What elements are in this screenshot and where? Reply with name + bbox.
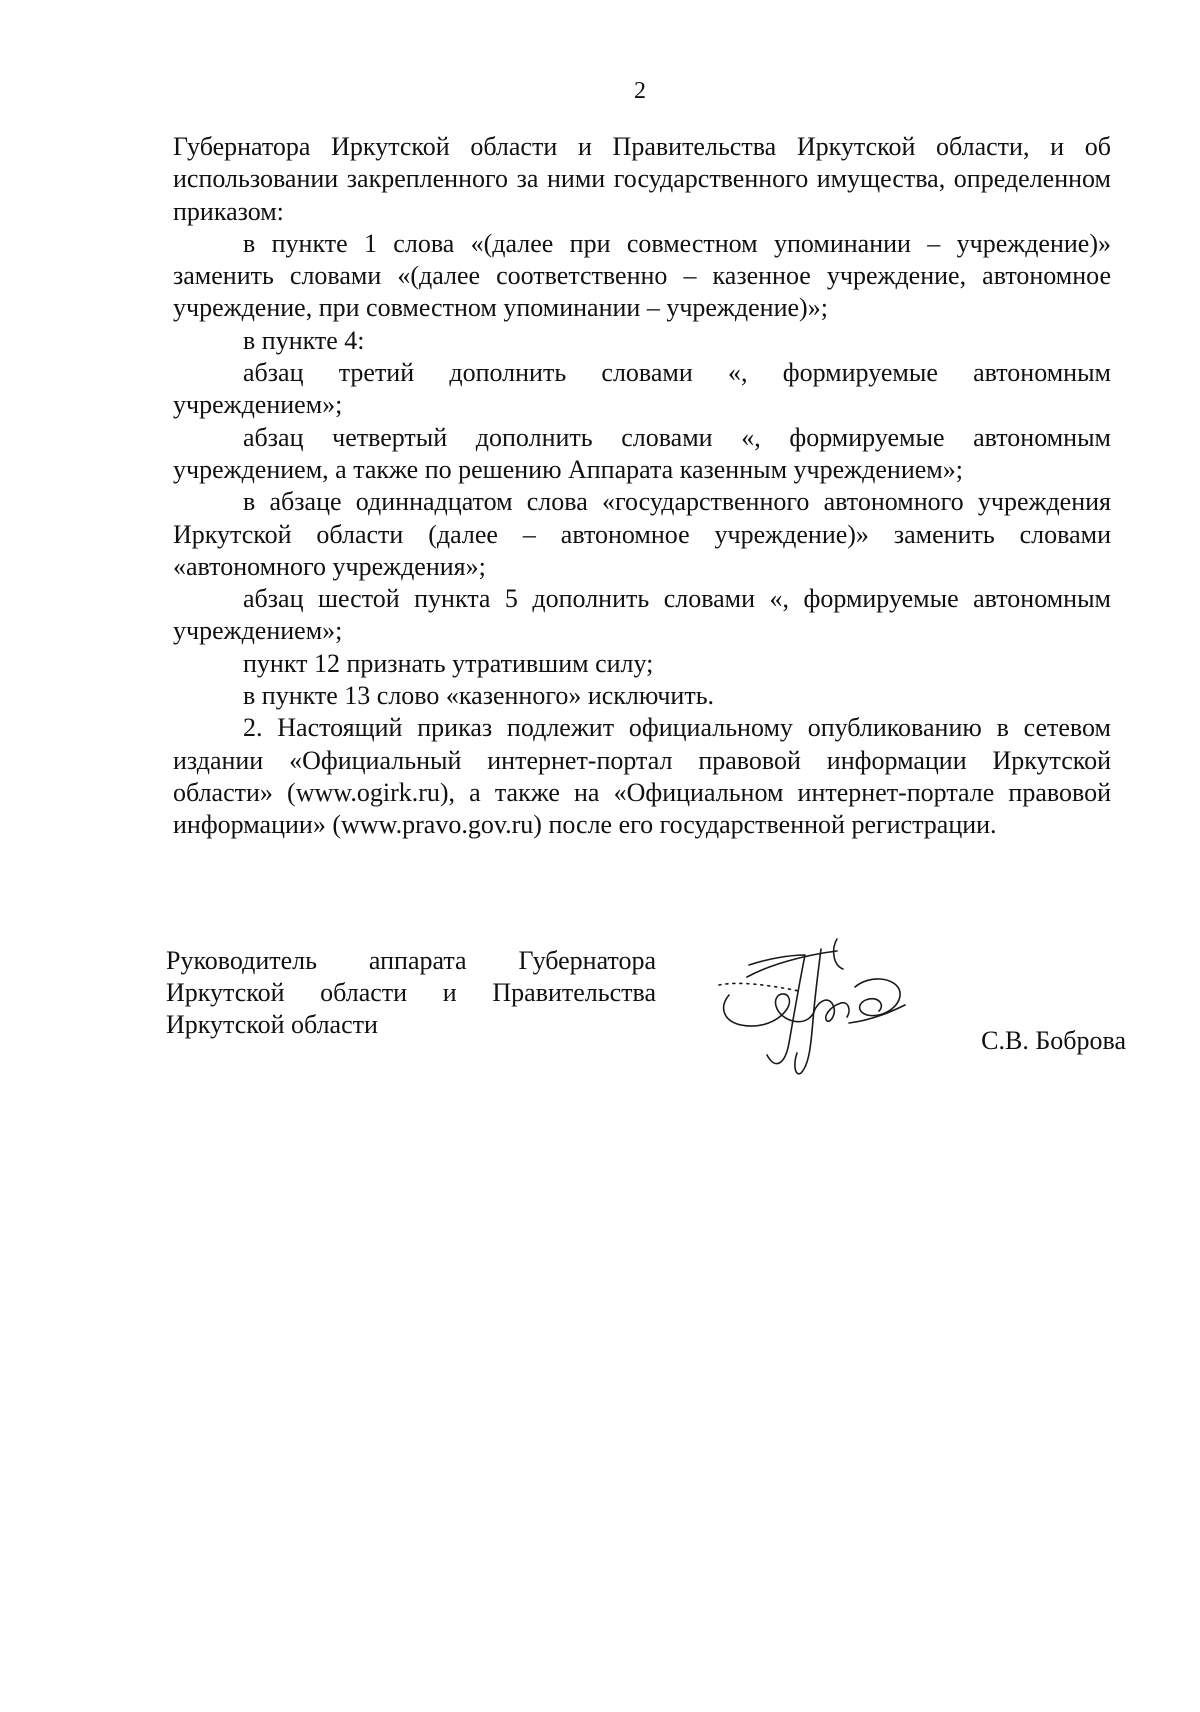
paragraph: абзац четвертый дополнить словами «, формируемые автономным учреждением, а также по решению Аппарата казенным учреждением»; [173,422,1111,484]
signatory-title [166,945,656,1041]
paragraph: в пункте 13 слово «казенного» исключить. [243,681,715,711]
signatory-title-line: Иркутской области [166,1010,378,1039]
signatory-title-line: Руководитель аппарата Губернатора [166,946,656,975]
handwritten-signature [709,925,909,1075]
signatory-name: С.В. Боброва [981,1026,1126,1055]
paragraph: в абзаце одиннадцатом слова «государственного автономного учреждения Иркутской области (далее – автономное учреждение)» заменить словами «автономного учреждения»; [173,487,1111,581]
paragraph: пункт 12 признать утратившим силу; [243,648,654,678]
paragraph: Губернатора Иркутской области и Правительства Иркутской области, и об использовании закрепленного за ними государственного имущества, определенном приказом: [173,132,1111,226]
document-body [173,131,1111,842]
page-number: 2 [634,78,646,104]
signature-block [166,945,1126,1085]
paragraph: в пункте 4: [243,325,365,355]
paragraph: абзац шестой пункта 5 дополнить словами «, формируемые автономным учреждением»; [173,584,1111,646]
paragraph: 2. Настоящий приказ подлежит официальному опубликованию в сетевом издании «Официальный интернет-портал правовой информации Иркутской области» (www.ogirk.ru), а также на «Официальном интернет-портале правовой информации» (www.pravo.gov.ru) после его государственной регистрации. [173,713,1111,840]
signatory-title-line: Иркутской области и Правительства [166,978,656,1007]
paragraph: абзац третий дополнить словами «, формируемые автономным учреждением»; [173,358,1111,420]
paragraph: в пункте 1 слова «(далее при совместном упоминании – учреждение)» заменить словами «(далее соответственно – казенное учреждение, автономное учреждение, при совместном упоминании – учреждение)»; [173,228,1111,323]
